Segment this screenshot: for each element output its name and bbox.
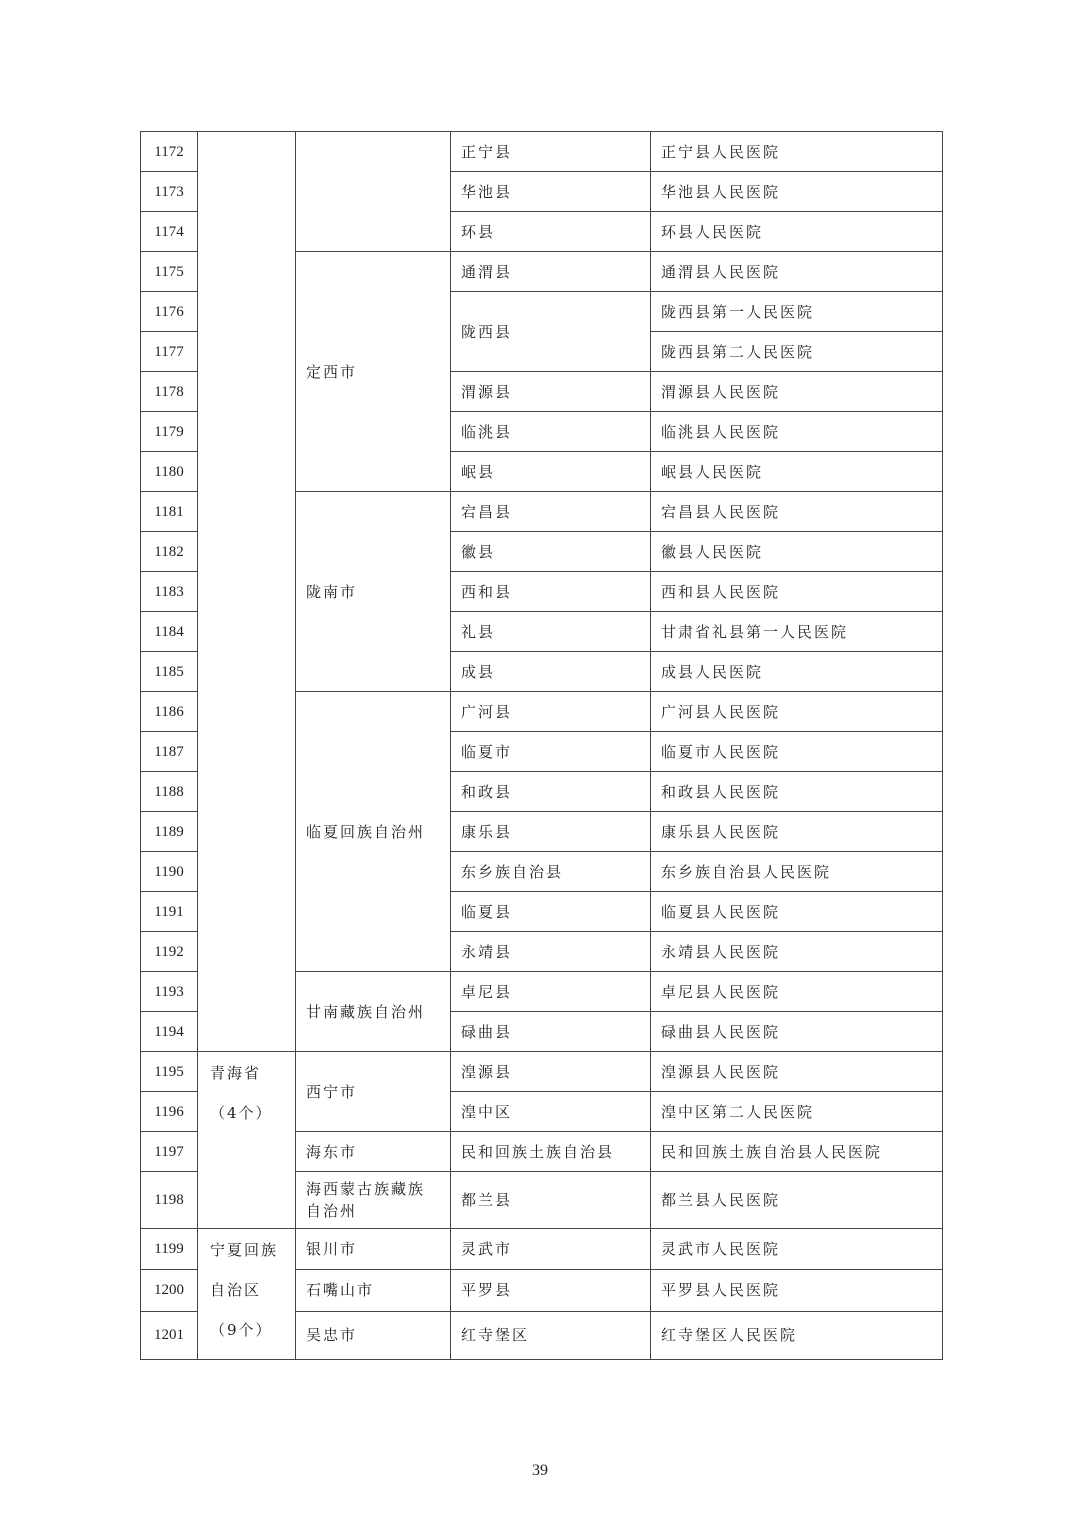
city-cell-wuzhong: 吴忠市 <box>296 1311 451 1360</box>
province-name-line1: 宁夏回族 <box>210 1241 279 1259</box>
province-cell-gansu <box>198 132 296 1052</box>
hospital-cell: 碌曲县人民医院 <box>651 1012 943 1052</box>
county-cell: 灵武市 <box>451 1229 651 1270</box>
county-cell: 湟中区 <box>451 1092 651 1132</box>
row-number: 1190 <box>141 852 198 892</box>
row-number: 1182 <box>141 532 198 572</box>
hospital-cell: 渭源县人民医院 <box>651 372 943 412</box>
county-cell: 和政县 <box>451 772 651 812</box>
row-number: 1174 <box>141 212 198 252</box>
city-cell-haixi: 海西蒙古族藏族自治州 <box>296 1172 451 1229</box>
city-cell-xining: 西宁市 <box>296 1052 451 1132</box>
city-cell-longnan: 陇南市 <box>296 492 451 692</box>
row-number: 1199 <box>141 1229 198 1270</box>
county-cell: 华池县 <box>451 172 651 212</box>
city-cell-yinchuan: 银川市 <box>296 1229 451 1270</box>
county-cell: 通渭县 <box>451 252 651 292</box>
city-cell-haidong: 海东市 <box>296 1132 451 1172</box>
hospital-cell: 华池县人民医院 <box>651 172 943 212</box>
hospital-cell: 广河县人民医院 <box>651 692 943 732</box>
row-number: 1176 <box>141 292 198 332</box>
hospital-cell: 民和回族土族自治县人民医院 <box>651 1132 943 1172</box>
row-number: 1189 <box>141 812 198 852</box>
county-cell: 广河县 <box>451 692 651 732</box>
hospital-cell: 甘肃省礼县第一人民医院 <box>651 612 943 652</box>
row-number: 1181 <box>141 492 198 532</box>
county-cell: 徽县 <box>451 532 651 572</box>
row-number: 1198 <box>141 1172 198 1229</box>
row-number: 1193 <box>141 972 198 1012</box>
county-cell: 平罗县 <box>451 1270 651 1311</box>
county-cell: 临夏县 <box>451 892 651 932</box>
hospital-cell: 康乐县人民医院 <box>651 812 943 852</box>
hospital-cell: 岷县人民医院 <box>651 452 943 492</box>
hospital-cell: 永靖县人民医院 <box>651 932 943 972</box>
hospital-cell: 陇西县第二人民医院 <box>651 332 943 372</box>
hospital-cell: 湟源县人民医院 <box>651 1052 943 1092</box>
city-cell-linxia: 临夏回族自治州 <box>296 692 451 972</box>
hospital-cell: 和政县人民医院 <box>651 772 943 812</box>
county-cell: 康乐县 <box>451 812 651 852</box>
row-number: 1197 <box>141 1132 198 1172</box>
table-row <box>141 1229 943 1270</box>
county-cell: 东乡族自治县 <box>451 852 651 892</box>
row-number: 1187 <box>141 732 198 772</box>
hospital-cell: 正宁县人民医院 <box>651 132 943 172</box>
row-number: 1192 <box>141 932 198 972</box>
row-number: 1201 <box>141 1311 198 1360</box>
county-cell: 渭源县 <box>451 372 651 412</box>
hospital-table <box>140 131 943 1360</box>
county-cell: 永靖县 <box>451 932 651 972</box>
city-cell-gannan: 甘南藏族自治州 <box>296 972 451 1052</box>
row-number: 1191 <box>141 892 198 932</box>
row-number: 1200 <box>141 1270 198 1311</box>
hospital-cell: 红寺堡区人民医院 <box>651 1311 943 1360</box>
hospital-cell: 临夏县人民医院 <box>651 892 943 932</box>
row-number: 1195 <box>141 1052 198 1092</box>
city-cell <box>296 132 451 252</box>
county-cell: 临洮县 <box>451 412 651 452</box>
hospital-cell: 徽县人民医院 <box>651 532 943 572</box>
county-cell: 岷县 <box>451 452 651 492</box>
county-cell: 正宁县 <box>451 132 651 172</box>
county-cell: 卓尼县 <box>451 972 651 1012</box>
province-count: （9个） <box>210 1321 273 1339</box>
page-number: 39 <box>532 1462 548 1479</box>
city-cell-dingxi: 定西市 <box>296 252 451 492</box>
row-number: 1194 <box>141 1012 198 1052</box>
county-cell: 成县 <box>451 652 651 692</box>
county-cell: 西和县 <box>451 572 651 612</box>
county-cell: 湟源县 <box>451 1052 651 1092</box>
province-name-line2: 自治区 <box>210 1281 262 1299</box>
row-number: 1179 <box>141 412 198 452</box>
county-cell: 都兰县 <box>451 1172 651 1229</box>
hospital-cell: 灵武市人民医院 <box>651 1229 943 1270</box>
province-name: 青海省 <box>210 1064 262 1082</box>
hospital-cell: 湟中区第二人民医院 <box>651 1092 943 1132</box>
county-cell: 陇西县 <box>451 292 651 372</box>
hospital-cell: 东乡族自治县人民医院 <box>651 852 943 892</box>
hospital-cell: 临夏市人民医院 <box>651 732 943 772</box>
province-cell-ningxia <box>198 1229 296 1360</box>
row-number: 1188 <box>141 772 198 812</box>
city-cell-shizuishan: 石嘴山市 <box>296 1270 451 1311</box>
row-number: 1178 <box>141 372 198 412</box>
table-row <box>141 132 943 172</box>
hospital-cell: 成县人民医院 <box>651 652 943 692</box>
row-number: 1173 <box>141 172 198 212</box>
table-row <box>141 1052 943 1092</box>
row-number: 1196 <box>141 1092 198 1132</box>
hospital-cell: 卓尼县人民医院 <box>651 972 943 1012</box>
province-count: （4个） <box>210 1104 273 1122</box>
hospital-cell: 宕昌县人民医院 <box>651 492 943 532</box>
county-cell: 临夏市 <box>451 732 651 772</box>
hospital-cell: 通渭县人民医院 <box>651 252 943 292</box>
row-number: 1186 <box>141 692 198 732</box>
row-number: 1175 <box>141 252 198 292</box>
hospital-cell: 陇西县第一人民医院 <box>651 292 943 332</box>
county-cell: 碌曲县 <box>451 1012 651 1052</box>
county-cell: 民和回族土族自治县 <box>451 1132 651 1172</box>
county-cell: 宕昌县 <box>451 492 651 532</box>
hospital-cell: 平罗县人民医院 <box>651 1270 943 1311</box>
row-number: 1183 <box>141 572 198 612</box>
hospital-cell: 西和县人民医院 <box>651 572 943 612</box>
row-number: 1185 <box>141 652 198 692</box>
province-cell-qinghai <box>198 1052 296 1229</box>
row-number: 1184 <box>141 612 198 652</box>
hospital-cell: 环县人民医院 <box>651 212 943 252</box>
row-number: 1172 <box>141 132 198 172</box>
county-cell: 环县 <box>451 212 651 252</box>
hospital-cell: 都兰县人民医院 <box>651 1172 943 1229</box>
row-number: 1177 <box>141 332 198 372</box>
county-cell: 红寺堡区 <box>451 1311 651 1360</box>
row-number: 1180 <box>141 452 198 492</box>
hospital-cell: 临洮县人民医院 <box>651 412 943 452</box>
county-cell: 礼县 <box>451 612 651 652</box>
